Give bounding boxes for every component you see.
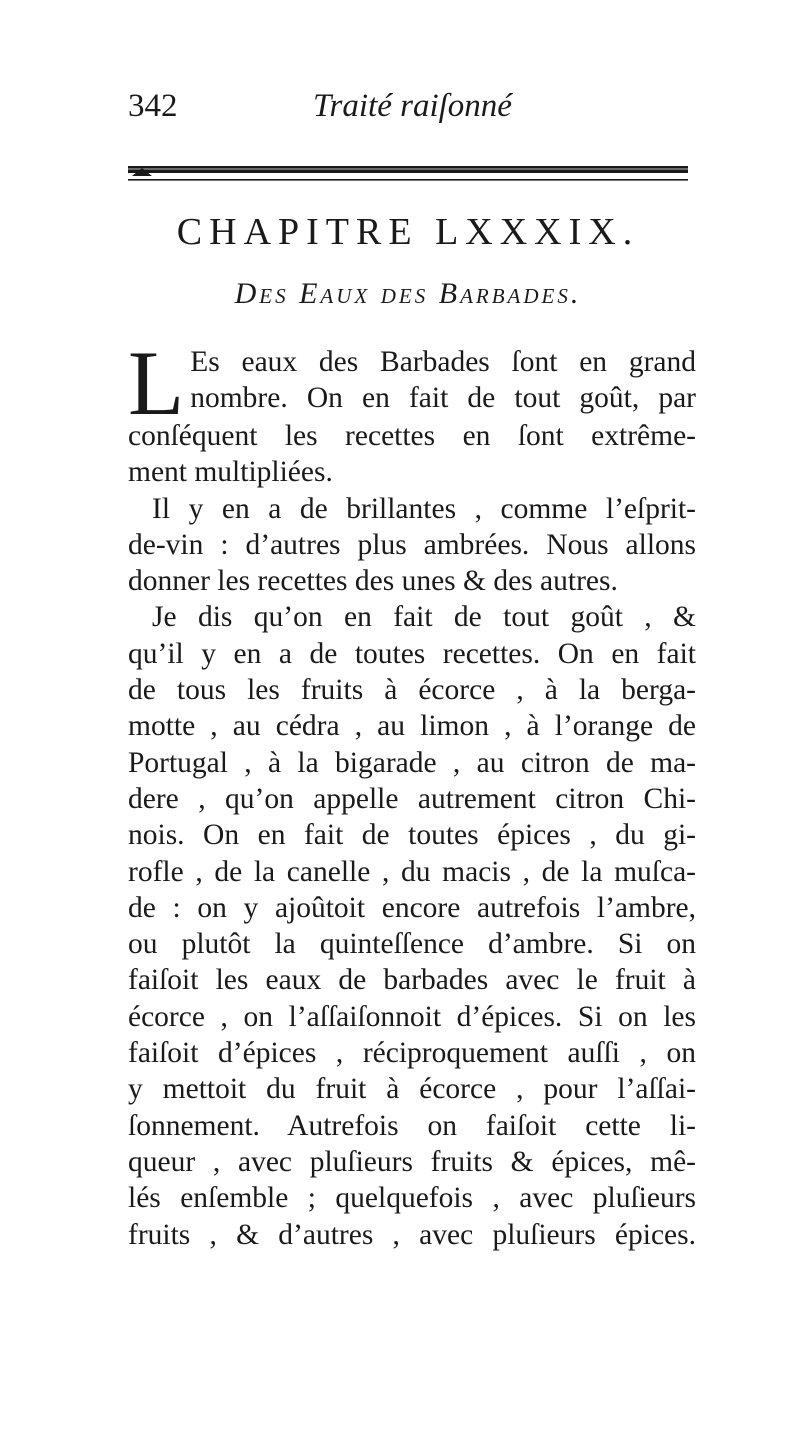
paragraph-3 bbox=[128, 599, 696, 1252]
text-line: fruits , & d’autres , avec pluſieurs épices. bbox=[128, 1218, 696, 1251]
text-line: donner les recettes des unes & des autres. bbox=[128, 565, 618, 598]
drop-cap: L bbox=[128, 332, 185, 434]
text-line: ſonnement. Autrefois on faiſoit cette li- bbox=[128, 1109, 696, 1142]
text-line: Il y en a de brillantes , comme l’eſprit- bbox=[152, 492, 696, 525]
text-line: queur , avec pluſieurs fruits & épices, mê- bbox=[128, 1145, 696, 1178]
text-line: qu’il y en a de toutes recettes. On en fait bbox=[128, 637, 696, 670]
running-title: Traité raiſonné bbox=[313, 88, 512, 124]
text-line: motte , au cédra , au limon , à l’orange de bbox=[128, 710, 696, 743]
text-line: faiſoit les eaux de barbades avec le fruit à bbox=[128, 964, 696, 997]
text-line: Es eaux des Barbades ſont en grand bbox=[190, 346, 696, 378]
ornamental-rule bbox=[128, 165, 688, 183]
text-line: nois. On en fait de toutes épices , du gi- bbox=[128, 819, 696, 852]
body-text bbox=[128, 332, 696, 1253]
text-line: de-vin : d’autres plus ambrées. Nous allons bbox=[128, 528, 696, 561]
text-line: Portugal , à la bigarade , au citron de ma- bbox=[128, 746, 696, 779]
page-number: 342 bbox=[128, 88, 178, 124]
text-line: faiſoit d’épices , réciproquement auſſi , on bbox=[128, 1037, 696, 1070]
paragraph-2 bbox=[128, 491, 696, 600]
text-line: dere , qu’on appelle autrement citron Chi- bbox=[128, 782, 696, 815]
text-line: ment multipliées. bbox=[128, 456, 333, 489]
running-head bbox=[128, 88, 698, 136]
text-line: de : on y ajoûtoit encore autrefois l’ambre, bbox=[128, 891, 696, 924]
text-line: lés enſemble ; quelquefois , avec pluſieurs bbox=[128, 1182, 696, 1215]
paragraph-1 bbox=[128, 332, 696, 491]
text-line: Je dis qu’on en fait de tout goût , & bbox=[152, 601, 696, 634]
text-line: y mettoit du fruit à écorce , pour l’aſſai- bbox=[128, 1073, 696, 1106]
text-line: de tous les fruits à écorce , à la berga- bbox=[128, 674, 696, 707]
text-line: écorce , on l’aſſaiſonnoit d’épices. Si on les bbox=[128, 1000, 696, 1033]
chapter-subtitle: Des Eaux des Barbades. bbox=[234, 277, 582, 310]
text-line: conſéquent les recettes en ſont extrême- bbox=[128, 420, 696, 452]
chapter-heading: CHAPITRE LXXXIX. bbox=[176, 211, 640, 253]
text-line: ou plutôt la quinteſſence d’ambre. Si on bbox=[128, 928, 696, 961]
text-line: rofle , de la canelle , du macis , de la muſca- bbox=[128, 855, 696, 888]
text-line: nombre. On en fait de tout goût, par bbox=[190, 382, 696, 415]
